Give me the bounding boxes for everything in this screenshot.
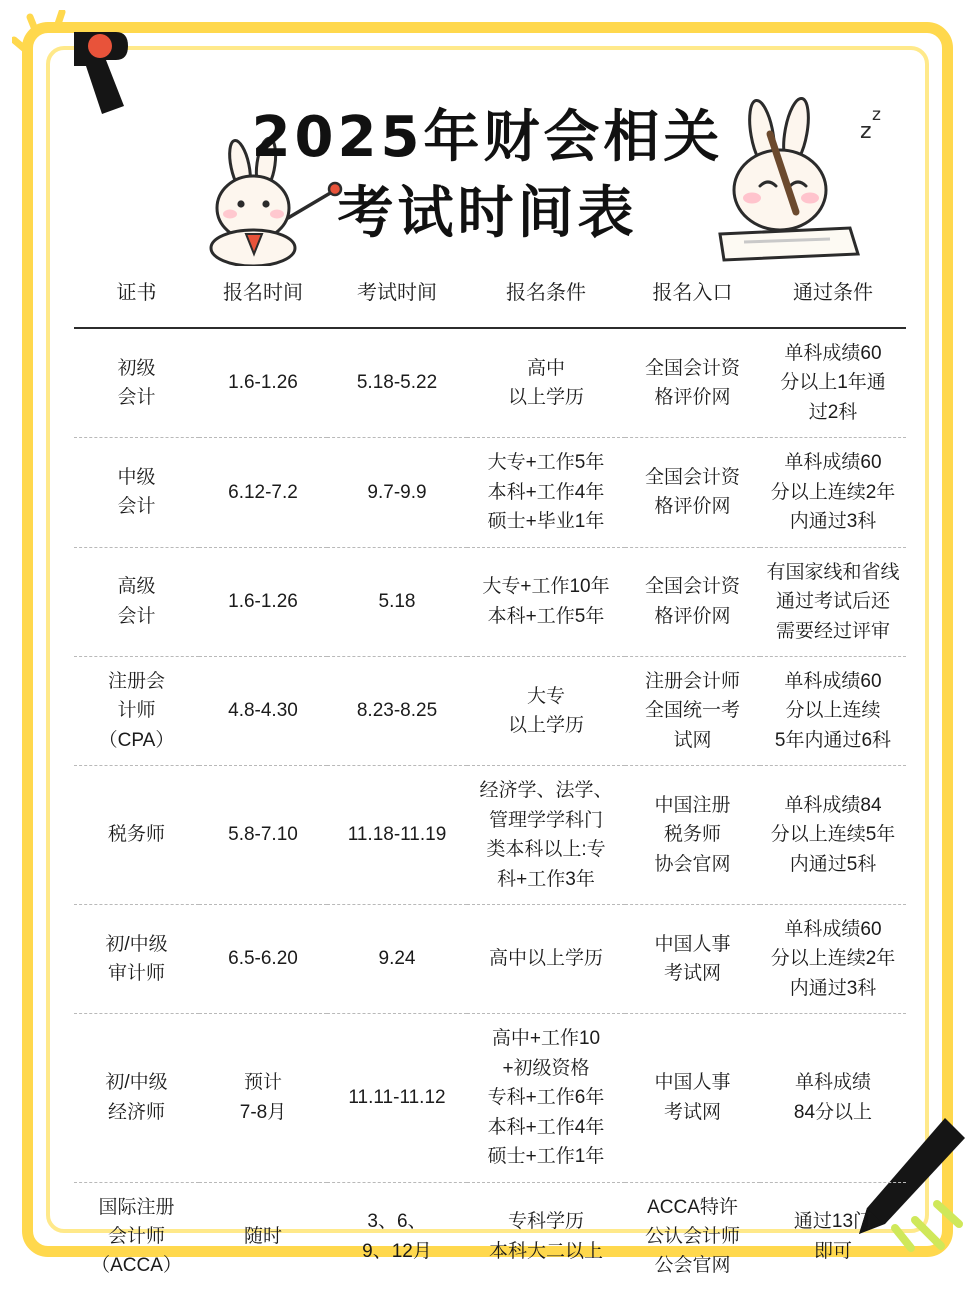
svg-text:z: z: [860, 119, 872, 144]
cell-conditions: 高中 以上学历: [507, 357, 584, 409]
cell-entry: 中国注册 税务师 协会官网: [654, 794, 731, 875]
cell-signup-time: 4.8-4.30: [228, 700, 298, 722]
table-body: [74, 328, 906, 1291]
cell-exam-time: 11.11-11.12: [348, 1087, 446, 1109]
cell-entry: 注册会计师 全国统一考 试网: [644, 670, 740, 751]
svg-text:z: z: [872, 105, 881, 125]
cell-conditions: 经济学、法学、 管理学学科门 类本科以上:专 科+工作3年: [479, 780, 613, 890]
cell-exam-time: 3、6、 9、12月: [362, 1211, 432, 1262]
cell-exam-time: 5.18-5.22: [356, 372, 438, 394]
cell-pass: 单科成绩60 分以上连续 5年内通过6科: [774, 670, 892, 751]
cell-signup-time: 随时: [243, 1225, 282, 1247]
header-exam-time: 考试时间: [357, 282, 437, 304]
table-row: [74, 1182, 906, 1291]
cell-cert: 中级 会计: [117, 467, 156, 518]
header-pass: 通过条件: [793, 282, 873, 304]
exam-schedule-table: [74, 262, 906, 1291]
exam-schedule-table-wrapper: [74, 262, 906, 1291]
cell-entry: 全国会计资 格评价网: [644, 467, 740, 518]
cell-entry: 中国人事 考试网: [654, 1072, 731, 1123]
cell-cert: 注册会 计师 （CPA）: [98, 670, 175, 751]
table-row: [74, 438, 906, 547]
cell-cert: 初/中级 经济师: [105, 1072, 168, 1123]
cell-signup-time: 1.6-1.26: [228, 372, 298, 394]
cell-conditions: 高中以上学历: [488, 948, 603, 970]
cell-conditions: 大专 以上学历: [507, 685, 584, 737]
cell-pass: 单科成绩60 分以上连续2年 内通过3科: [770, 919, 896, 999]
cell-entry: ACCA特许 公认会计师 公会官网: [644, 1196, 740, 1277]
title-line-2: 考试时间表: [337, 180, 638, 246]
table-row: [74, 547, 906, 656]
table-row: [74, 656, 906, 765]
cell-pass: 通过13门 即可: [793, 1211, 873, 1262]
cell-entry: 全国会计资 格评价网: [644, 576, 740, 627]
cell-signup-time: 6.12-7.2: [228, 481, 298, 503]
cell-conditions: 大专+工作10年 本科+工作5年: [482, 576, 610, 627]
cell-pass: 单科成绩60 分以上连续2年 内通过3科: [770, 452, 896, 533]
cell-exam-time: 9.24: [378, 948, 416, 970]
table-row: [74, 1014, 906, 1182]
cell-pass: 单科成绩 84分以上: [793, 1072, 873, 1123]
cell-exam-time: 11.18-11.19: [347, 824, 447, 846]
cell-signup-time: 预计 7-8月: [239, 1072, 287, 1123]
header-cert: 证书: [116, 282, 157, 304]
page-title: [0, 100, 975, 251]
cell-pass: 单科成绩60 分以上1年通 过2科: [780, 343, 886, 423]
table-row: [74, 905, 906, 1014]
cell-cert: 税务师: [107, 824, 165, 846]
cell-cert: 国际注册 会计师 （ACCA）: [91, 1196, 182, 1277]
cell-exam-time: 8.23-8.25: [356, 700, 438, 722]
cell-conditions: 专科学历 本科大二以上: [488, 1211, 603, 1262]
poster-header: [0, 72, 975, 262]
header-entry: 报名入口: [652, 282, 733, 304]
cell-signup-time: 6.5-6.20: [228, 948, 298, 970]
cell-pass: 有国家线和省线 通过考试后还 需要经过评审: [766, 561, 900, 642]
cell-cert: 初/中级 审计师: [105, 933, 168, 985]
table-row: [74, 328, 906, 438]
table-header-row: [74, 262, 906, 328]
cell-exam-time: 9.7-9.9: [367, 481, 427, 503]
cell-conditions: 大专+工作5年 本科+工作4年 硕士+毕业1年: [487, 452, 605, 533]
cell-entry: 全国会计资 格评价网: [644, 357, 740, 409]
header-signup-time: 报名时间: [223, 282, 303, 304]
cell-pass: 单科成绩84 分以上连续5年 内通过5科: [770, 794, 896, 875]
cell-cert: 初级 会计: [117, 357, 156, 409]
title-line-1: 2025年财会相关: [251, 105, 724, 170]
cell-entry: 中国人事 考试网: [654, 933, 731, 985]
cell-conditions: 高中+工作10 +初级资格 专科+工作6年 本科+工作4年 硕士+工作1年: [487, 1028, 605, 1168]
cell-signup-time: 1.6-1.26: [228, 591, 298, 613]
cell-signup-time: 5.8-7.10: [228, 824, 298, 846]
table-row: [74, 766, 906, 905]
cell-exam-time: 5.18: [378, 591, 416, 613]
cell-cert: 高级 会计: [117, 576, 156, 627]
header-conditions: 报名条件: [506, 282, 586, 304]
